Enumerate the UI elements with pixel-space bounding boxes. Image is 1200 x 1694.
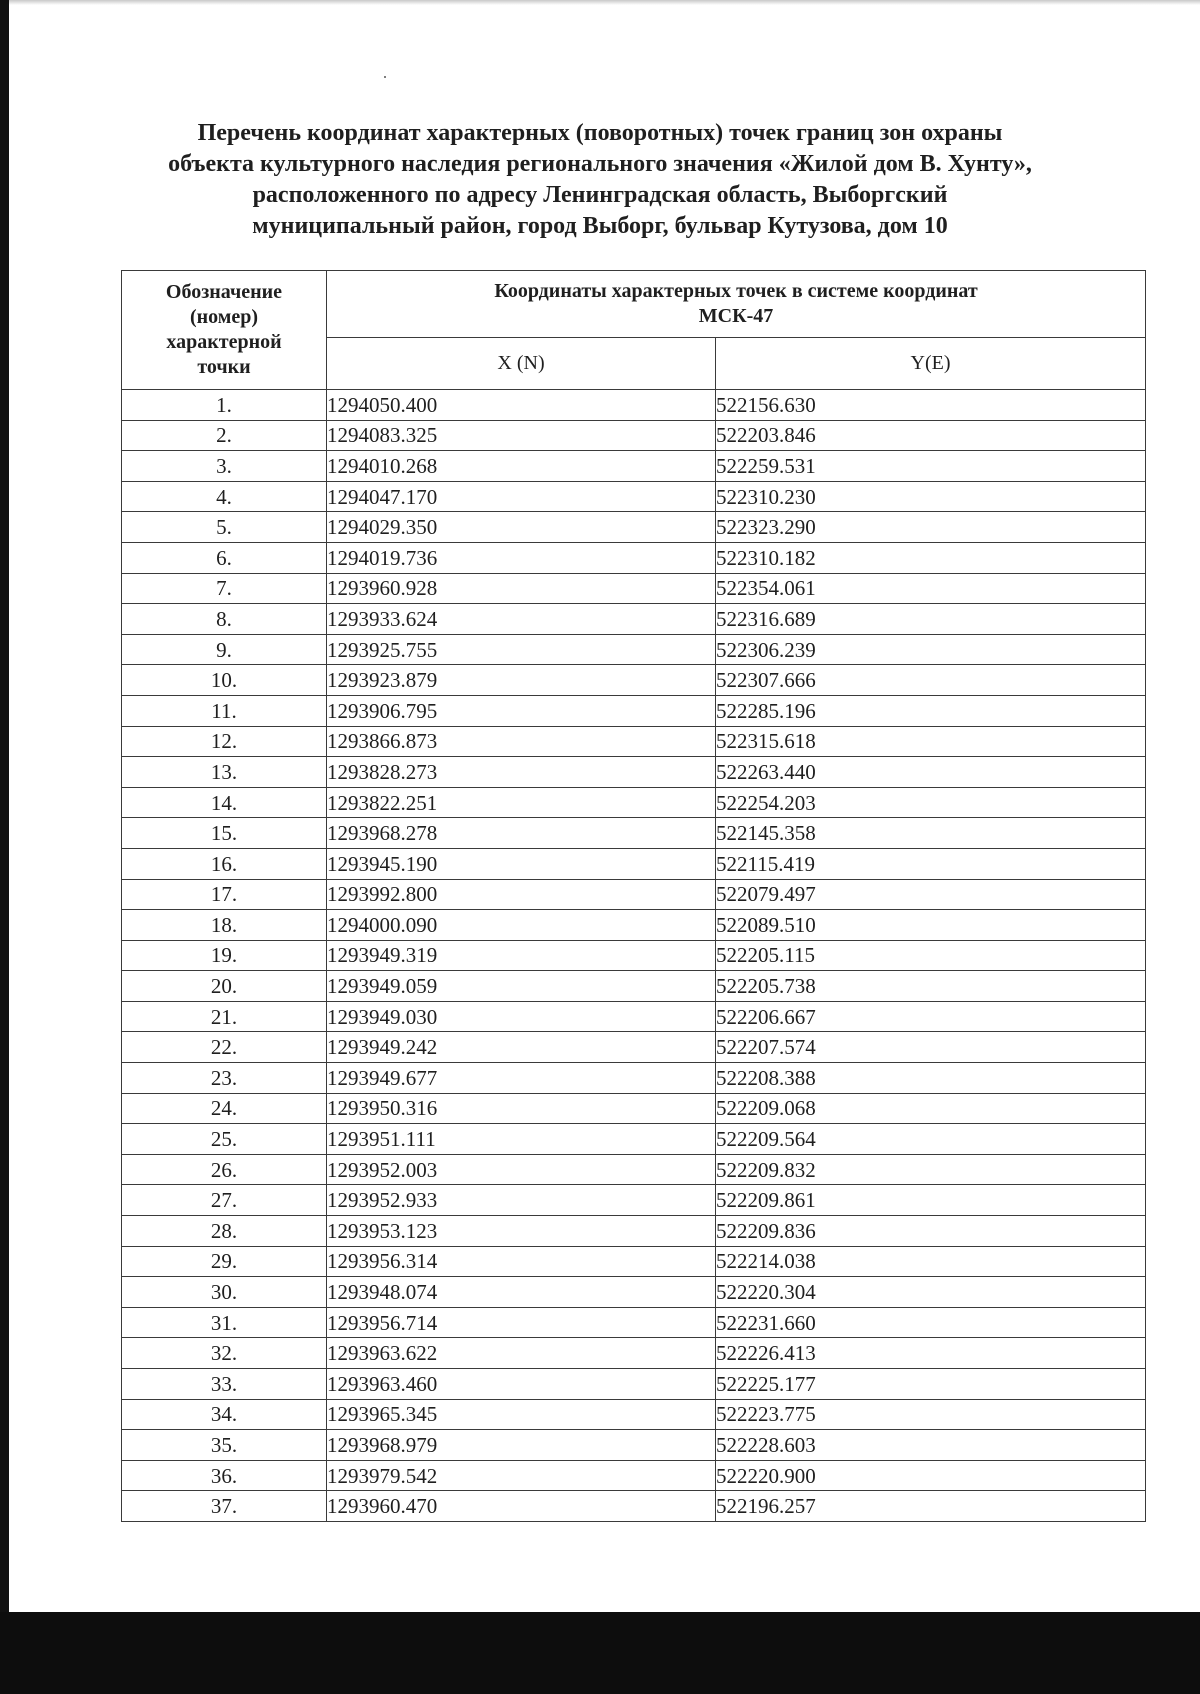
table-row bbox=[122, 726, 1146, 757]
point-number-cell: 33. bbox=[122, 1369, 327, 1400]
x-coordinate-cell: 1293956.714 bbox=[327, 1307, 716, 1338]
table-row bbox=[122, 787, 1146, 818]
point-number-cell: 4. bbox=[122, 481, 327, 512]
y-coordinate-cell: 522089.510 bbox=[716, 910, 1146, 941]
y-coordinate-cell: 522145.358 bbox=[716, 818, 1146, 849]
y-coordinate-cell: 522306.239 bbox=[716, 634, 1146, 665]
point-number-cell: 32. bbox=[122, 1338, 327, 1369]
table-row bbox=[122, 1430, 1146, 1461]
x-coordinate-cell: 1293949.242 bbox=[327, 1032, 716, 1063]
y-coordinate-cell: 522307.666 bbox=[716, 665, 1146, 696]
x-coordinate-cell: 1293953.123 bbox=[327, 1216, 716, 1247]
x-coordinate-cell: 1293979.542 bbox=[327, 1460, 716, 1491]
point-number-cell: 12. bbox=[122, 726, 327, 757]
x-coordinate-cell: 1294047.170 bbox=[327, 481, 716, 512]
y-coordinate-cell: 522209.564 bbox=[716, 1124, 1146, 1155]
point-number-cell: 22. bbox=[122, 1032, 327, 1063]
x-coordinate-cell: 1293951.111 bbox=[327, 1124, 716, 1155]
table-row bbox=[122, 420, 1146, 451]
table-row bbox=[122, 481, 1146, 512]
y-column-header: Y(E) bbox=[716, 337, 1146, 389]
title-line-1: Перечень координат характерных (поворотных) точек границ зон охраны bbox=[197, 120, 1003, 146]
y-coordinate-cell: 522220.304 bbox=[716, 1277, 1146, 1308]
point-number-cell: 14. bbox=[122, 787, 327, 818]
x-coordinate-cell: 1293828.273 bbox=[327, 757, 716, 788]
y-coordinate-cell: 522203.846 bbox=[716, 420, 1146, 451]
point-number-cell: 31. bbox=[122, 1307, 327, 1338]
point-number-cell: 37. bbox=[122, 1491, 327, 1522]
x-coordinate-cell: 1293949.030 bbox=[327, 1001, 716, 1032]
point-number-cell: 1. bbox=[122, 390, 327, 421]
x-coordinate-cell: 1293945.190 bbox=[327, 848, 716, 879]
y-coordinate-cell: 522209.068 bbox=[716, 1093, 1146, 1124]
point-number-cell: 21. bbox=[122, 1001, 327, 1032]
x-coordinate-cell: 1293949.677 bbox=[327, 1063, 716, 1094]
scan-left-edge bbox=[0, 0, 9, 1694]
x-coordinate-cell: 1293933.624 bbox=[327, 604, 716, 635]
x-coordinate-cell: 1293949.059 bbox=[327, 971, 716, 1002]
x-coordinate-cell: 1294000.090 bbox=[327, 910, 716, 941]
point-number-cell: 26. bbox=[122, 1154, 327, 1185]
x-coordinate-cell: 1293963.460 bbox=[327, 1369, 716, 1400]
table-row bbox=[122, 542, 1146, 573]
point-number-cell: 8. bbox=[122, 604, 327, 635]
y-coordinate-cell: 522115.419 bbox=[716, 848, 1146, 879]
table-row bbox=[122, 1154, 1146, 1185]
point-number-cell: 34. bbox=[122, 1399, 327, 1430]
coordinate-system-header bbox=[327, 271, 1146, 338]
point-header-line: характерной bbox=[166, 331, 282, 353]
y-coordinate-cell: 522310.182 bbox=[716, 542, 1146, 573]
x-coordinate-cell: 1293822.251 bbox=[327, 787, 716, 818]
x-coordinate-cell: 1293968.979 bbox=[327, 1430, 716, 1461]
x-coordinate-cell: 1293963.622 bbox=[327, 1338, 716, 1369]
x-coordinate-cell: 1294019.736 bbox=[327, 542, 716, 573]
table-row bbox=[122, 1185, 1146, 1216]
table-row bbox=[122, 390, 1146, 421]
y-coordinate-cell: 522206.667 bbox=[716, 1001, 1146, 1032]
point-number-cell: 3. bbox=[122, 451, 327, 482]
y-coordinate-cell: 522209.836 bbox=[716, 1216, 1146, 1247]
x-coordinate-cell: 1293956.314 bbox=[327, 1246, 716, 1277]
x-coordinate-cell: 1293965.345 bbox=[327, 1399, 716, 1430]
title-line-4: муниципальный район, город Выборг, бульвар Кутузова, дом 10 bbox=[252, 213, 948, 239]
table-row bbox=[122, 451, 1146, 482]
point-number-cell: 30. bbox=[122, 1277, 327, 1308]
y-coordinate-cell: 522220.900 bbox=[716, 1460, 1146, 1491]
table-row bbox=[122, 1277, 1146, 1308]
y-coordinate-cell: 522316.689 bbox=[716, 604, 1146, 635]
x-coordinate-cell: 1294029.350 bbox=[327, 512, 716, 543]
y-coordinate-cell: 522263.440 bbox=[716, 757, 1146, 788]
y-coordinate-cell: 522285.196 bbox=[716, 695, 1146, 726]
table-row bbox=[122, 1399, 1146, 1430]
table-row bbox=[122, 1124, 1146, 1155]
x-coordinate-cell: 1293948.074 bbox=[327, 1277, 716, 1308]
y-coordinate-cell: 522315.618 bbox=[716, 726, 1146, 757]
x-coordinate-cell: 1293866.873 bbox=[327, 726, 716, 757]
point-number-cell: 36. bbox=[122, 1460, 327, 1491]
point-number-cell: 23. bbox=[122, 1063, 327, 1094]
table-row bbox=[122, 1246, 1146, 1277]
table-row bbox=[122, 695, 1146, 726]
point-number-cell: 10. bbox=[122, 665, 327, 696]
table-row bbox=[122, 940, 1146, 971]
point-number-cell: 35. bbox=[122, 1430, 327, 1461]
x-coordinate-cell: 1294050.400 bbox=[327, 390, 716, 421]
point-number-cell: 11. bbox=[122, 695, 327, 726]
x-column-header: X (N) bbox=[327, 337, 716, 389]
table-body bbox=[122, 390, 1146, 1522]
point-number-cell: 16. bbox=[122, 848, 327, 879]
table-row bbox=[122, 1001, 1146, 1032]
point-number-cell: 15. bbox=[122, 818, 327, 849]
table-row bbox=[122, 1063, 1146, 1094]
document-title bbox=[100, 118, 1100, 242]
table-row bbox=[122, 634, 1146, 665]
x-coordinate-cell: 1293960.470 bbox=[327, 1491, 716, 1522]
y-coordinate-cell: 522323.290 bbox=[716, 512, 1146, 543]
point-number-cell: 17. bbox=[122, 879, 327, 910]
y-coordinate-cell: 522214.038 bbox=[716, 1246, 1146, 1277]
table-row bbox=[122, 1491, 1146, 1522]
y-coordinate-cell: 522225.177 bbox=[716, 1369, 1146, 1400]
y-coordinate-cell: 522310.230 bbox=[716, 481, 1146, 512]
y-coordinate-cell: 522209.832 bbox=[716, 1154, 1146, 1185]
x-coordinate-cell: 1293960.928 bbox=[327, 573, 716, 604]
table-row bbox=[122, 512, 1146, 543]
point-designation-header bbox=[122, 271, 327, 390]
x-coordinate-cell: 1293906.795 bbox=[327, 695, 716, 726]
point-number-cell: 24. bbox=[122, 1093, 327, 1124]
title-line-2: объекта культурного наследия регионального значения «Жилой дом В. Хунту», bbox=[168, 151, 1032, 177]
table-row bbox=[122, 1093, 1146, 1124]
x-coordinate-cell: 1294010.268 bbox=[327, 451, 716, 482]
y-coordinate-cell: 522223.775 bbox=[716, 1399, 1146, 1430]
table-row bbox=[122, 818, 1146, 849]
scan-bottom-edge bbox=[0, 1612, 1200, 1694]
table-row bbox=[122, 1032, 1146, 1063]
table-row bbox=[122, 848, 1146, 879]
table-row bbox=[122, 879, 1146, 910]
point-number-cell: 5. bbox=[122, 512, 327, 543]
point-header-line: (номер) bbox=[189, 306, 259, 328]
y-coordinate-cell: 522205.738 bbox=[716, 971, 1146, 1002]
y-coordinate-cell: 522354.061 bbox=[716, 573, 1146, 604]
y-coordinate-cell: 522196.257 bbox=[716, 1491, 1146, 1522]
y-coordinate-cell: 522156.630 bbox=[716, 390, 1146, 421]
point-number-cell: 29. bbox=[122, 1246, 327, 1277]
table-row bbox=[122, 1460, 1146, 1491]
table-row bbox=[122, 665, 1146, 696]
scan-top-shadow bbox=[9, 0, 1200, 5]
y-coordinate-cell: 522079.497 bbox=[716, 879, 1146, 910]
table-row bbox=[122, 1338, 1146, 1369]
y-coordinate-cell: 522259.531 bbox=[716, 451, 1146, 482]
coord-header-line: Координаты характерных точек в системе координат bbox=[494, 279, 978, 302]
table-row bbox=[122, 604, 1146, 635]
point-number-cell: 6. bbox=[122, 542, 327, 573]
point-number-cell: 2. bbox=[122, 420, 327, 451]
point-number-cell: 28. bbox=[122, 1216, 327, 1247]
point-number-cell: 27. bbox=[122, 1185, 327, 1216]
table-row bbox=[122, 573, 1146, 604]
point-number-cell: 18. bbox=[122, 910, 327, 941]
table-row bbox=[122, 971, 1146, 1002]
y-coordinate-cell: 522226.413 bbox=[716, 1338, 1146, 1369]
point-header-line: Обозначение bbox=[165, 281, 283, 303]
x-coordinate-cell: 1293968.278 bbox=[327, 818, 716, 849]
y-coordinate-cell: 522231.660 bbox=[716, 1307, 1146, 1338]
x-coordinate-cell: 1294083.325 bbox=[327, 420, 716, 451]
x-coordinate-cell: 1293950.316 bbox=[327, 1093, 716, 1124]
y-coordinate-cell: 522207.574 bbox=[716, 1032, 1146, 1063]
y-coordinate-cell: 522254.203 bbox=[716, 787, 1146, 818]
table-row bbox=[122, 1369, 1146, 1400]
point-number-cell: 19. bbox=[122, 940, 327, 971]
scan-speck bbox=[384, 76, 386, 78]
point-number-cell: 13. bbox=[122, 757, 327, 788]
x-coordinate-cell: 1293923.879 bbox=[327, 665, 716, 696]
title-line-3: расположенного по адресу Ленинградская область, Выборгский bbox=[252, 182, 948, 208]
coord-header-line: МСК-47 bbox=[698, 304, 774, 327]
point-number-cell: 25. bbox=[122, 1124, 327, 1155]
x-coordinate-cell: 1293952.933 bbox=[327, 1185, 716, 1216]
x-coordinate-cell: 1293949.319 bbox=[327, 940, 716, 971]
table-row bbox=[122, 910, 1146, 941]
y-coordinate-cell: 522209.861 bbox=[716, 1185, 1146, 1216]
y-coordinate-cell: 522205.115 bbox=[716, 940, 1146, 971]
x-coordinate-cell: 1293925.755 bbox=[327, 634, 716, 665]
point-number-cell: 7. bbox=[122, 573, 327, 604]
table-row bbox=[122, 1307, 1146, 1338]
table-row bbox=[122, 1216, 1146, 1247]
point-number-cell: 9. bbox=[122, 634, 327, 665]
x-coordinate-cell: 1293952.003 bbox=[327, 1154, 716, 1185]
table-row bbox=[122, 757, 1146, 788]
y-coordinate-cell: 522228.603 bbox=[716, 1430, 1146, 1461]
point-header-line: точки bbox=[197, 356, 251, 378]
x-coordinate-cell: 1293992.800 bbox=[327, 879, 716, 910]
y-coordinate-cell: 522208.388 bbox=[716, 1063, 1146, 1094]
point-number-cell: 20. bbox=[122, 971, 327, 1002]
coordinates-table bbox=[121, 270, 1146, 1522]
